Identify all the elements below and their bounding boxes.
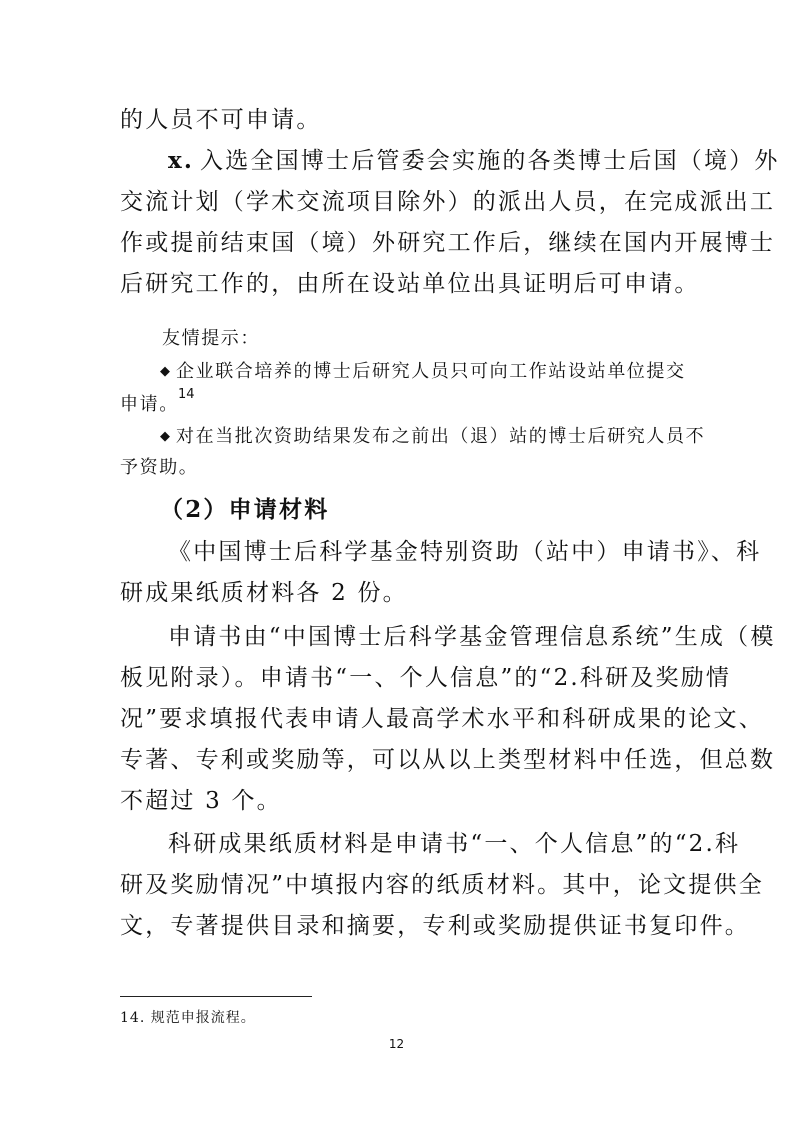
diamond-bullet-icon: ◆ bbox=[160, 429, 170, 444]
tip-text: 予资助。 bbox=[120, 457, 199, 478]
page-number: 12 bbox=[388, 1037, 405, 1051]
text-line: 申请书由“中国博士后科学基金管理信息系统”生成（模 bbox=[168, 624, 776, 650]
text-line: 板见附录）。申请书“一、个人信息”的“2.科研及奖励情 bbox=[120, 665, 732, 691]
text-line: 作或提前结束国（境）外研究工作后，继续在国内开展博士 bbox=[120, 230, 776, 256]
footnote: 14. 规范申报流程。 bbox=[120, 1010, 256, 1026]
text-line: 交流计划（学术交流项目除外）的派出人员，在完成派出工 bbox=[120, 189, 776, 215]
tip-text: 申请。 bbox=[120, 394, 179, 415]
text-line: 研及奖励情况”中填报内容的纸质材料。其中，论文提供全 bbox=[120, 872, 764, 898]
text-line: 后研究工作的，由所在设站单位出具证明后可申请。 bbox=[120, 271, 700, 297]
footnote-ref: 14 bbox=[178, 387, 195, 402]
tips-title: 友情提示： bbox=[162, 328, 260, 349]
text-line: 研成果纸质材料各 2 份。 bbox=[120, 580, 408, 606]
text-line: 的人员不可申请。 bbox=[120, 107, 322, 133]
footnote-divider bbox=[120, 996, 312, 997]
text-line: 科研成果纸质材料是申请书“一、个人信息”的“2.科 bbox=[168, 831, 741, 857]
section-heading: （2）申请材料 bbox=[160, 496, 330, 523]
tip-text: 对在当批次资助结果发布之前出（退）站的博士后研究人员不 bbox=[176, 426, 706, 447]
text-line: 专著、专利或奖励等，可以从以上类型材料中任选，但总数 bbox=[120, 747, 776, 773]
diamond-bullet-icon: ◆ bbox=[160, 364, 170, 379]
text-line: 入选全国博士后管委会实施的各类博士后国（境）外 bbox=[200, 148, 780, 174]
text-line: 况”要求填报代表申请人最高学术水平和科研成果的论文、 bbox=[120, 706, 764, 732]
tip-text: 企业联合培养的博士后研究人员只可向工作站设站单位提交 bbox=[176, 361, 686, 382]
item-label: x. bbox=[168, 147, 195, 174]
text-line: 《中国博士后科学基金特别资助（站中）申请书》、科 bbox=[168, 539, 762, 565]
text-line: 文，专著提供目录和摘要，专利或奖励提供证书复印件。 bbox=[120, 913, 750, 939]
text-line: 不超过 3 个。 bbox=[120, 788, 282, 814]
